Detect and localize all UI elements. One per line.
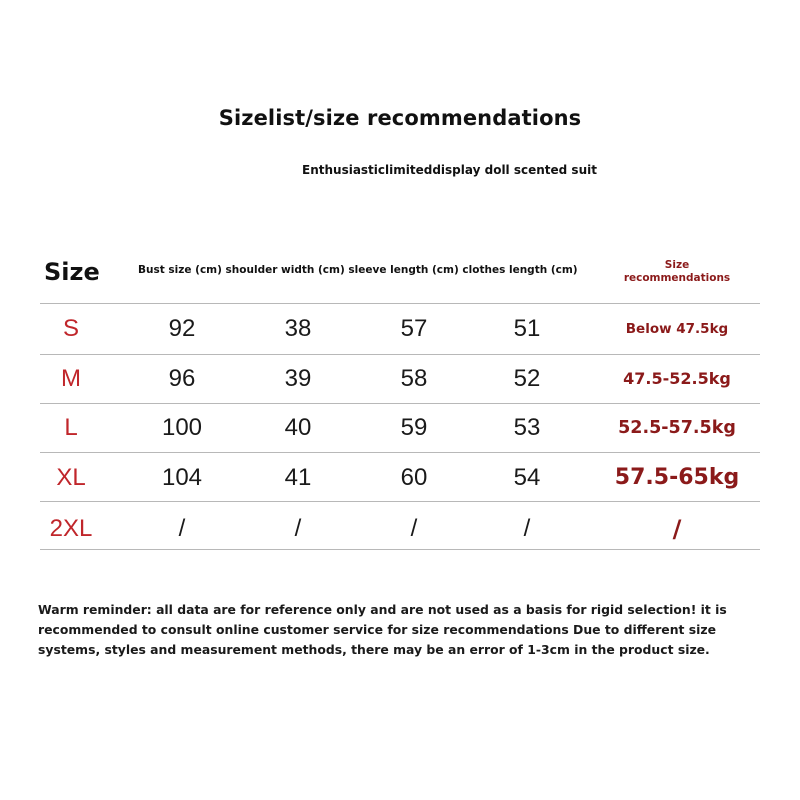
- table-row: [40, 504, 760, 554]
- table-row: [40, 354, 760, 404]
- sleeve-value: 60: [400, 464, 428, 491]
- page-title: Sizelist/size recommendations: [218, 106, 582, 130]
- length-value: 53: [513, 414, 541, 441]
- bust-value: 104: [161, 464, 203, 491]
- length-value: /: [523, 515, 531, 542]
- bust-value: 100: [161, 414, 203, 441]
- bust-value: /: [178, 515, 186, 542]
- size-label: M: [61, 365, 81, 392]
- table-row: [40, 453, 760, 503]
- length-value: 54: [513, 464, 541, 491]
- sleeve-value: 57: [400, 315, 428, 342]
- weight-recommendation: Below 47.5kg: [625, 321, 729, 337]
- bust-value: 96: [168, 365, 196, 392]
- measurement-column-headers: Bust size (cm) shoulder width (cm) sleeve length (cm) clothes length (cm): [138, 264, 578, 276]
- warm-reminder-note: Warm reminder: all data are for reference only and are not used as a basis for rigid selection! it is recommended to consult online customer service for size recommendations Due to different size systems, styles and measurement methods, there may be an error of 1-3cm in the product size.: [38, 602, 727, 657]
- shoulder-value: 38: [284, 315, 312, 342]
- size-label: XL: [56, 464, 86, 491]
- size-label: S: [62, 315, 79, 342]
- sleeve-value: /: [410, 515, 418, 542]
- table-divider: [40, 549, 760, 550]
- bust-value: 92: [168, 315, 196, 342]
- weight-recommendation: /: [672, 515, 682, 543]
- size-label: 2XL: [49, 515, 93, 542]
- recommendation-column-header: Size recommendations: [623, 259, 731, 284]
- shoulder-value: 41: [284, 464, 312, 491]
- weight-recommendation: 47.5-52.5kg: [623, 369, 731, 388]
- length-value: 51: [513, 315, 541, 342]
- sleeve-value: 58: [400, 365, 428, 392]
- table-divider: [40, 501, 760, 502]
- length-value: 52: [513, 365, 541, 392]
- product-subtitle: Enthusiasticlimiteddisplay doll scented suit: [302, 163, 597, 177]
- weight-recommendation: 57.5-65kg: [614, 465, 740, 490]
- size-label: L: [64, 414, 78, 441]
- shoulder-value: 40: [284, 414, 312, 441]
- table-row: [40, 304, 760, 354]
- shoulder-value: /: [294, 515, 302, 542]
- table-row: [40, 403, 760, 453]
- sleeve-value: 59: [400, 414, 428, 441]
- size-column-header: Size: [44, 258, 100, 286]
- shoulder-value: 39: [284, 365, 312, 392]
- weight-recommendation: 52.5-57.5kg: [618, 418, 736, 438]
